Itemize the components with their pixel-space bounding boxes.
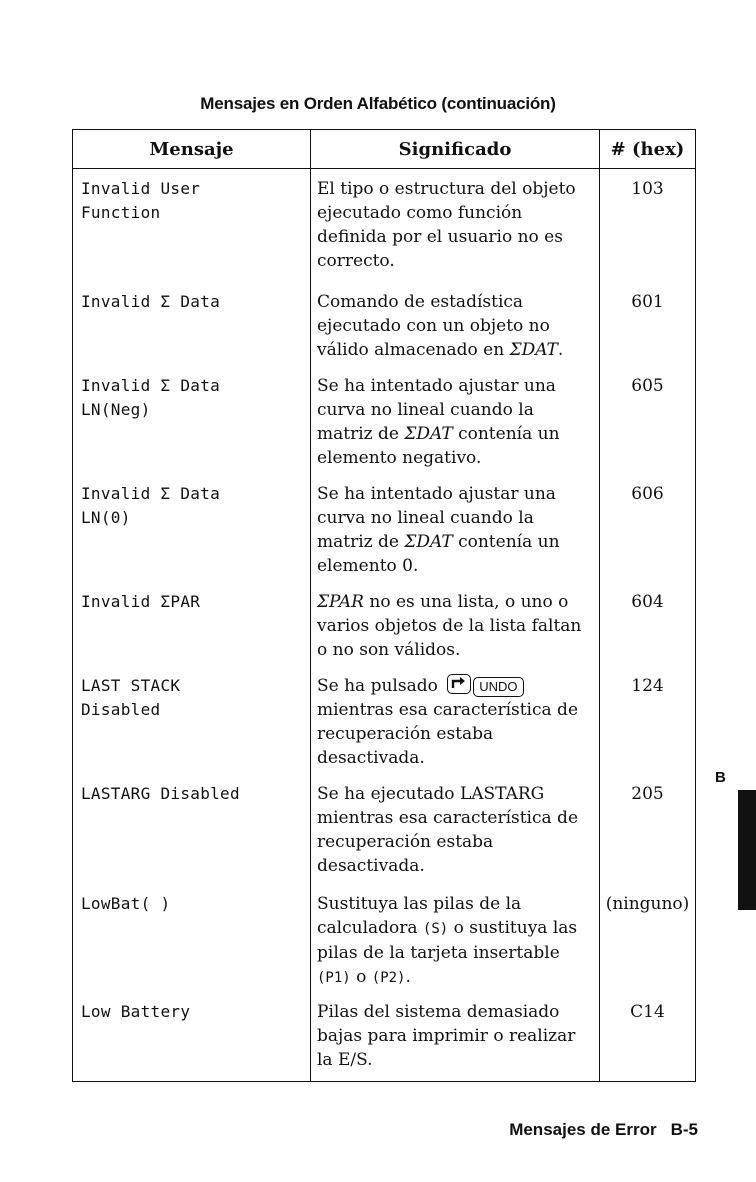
table-row — [73, 474, 696, 582]
variable-name: ΣDAT — [404, 423, 453, 444]
meaning-line: curva no lineal cuando la — [317, 399, 534, 420]
variable-name: ΣDAT — [509, 339, 558, 360]
table-row — [73, 582, 696, 666]
meaning-line: recuperación estaba — [317, 723, 494, 744]
meaning-line: Comando de estadística — [317, 291, 524, 312]
meaning-line: Se ha intentado ajustar una — [317, 375, 556, 396]
meaning-line: curva no lineal cuando la — [317, 507, 534, 528]
meaning-line: ejecutado con un objeto no — [317, 315, 550, 336]
table-row — [73, 884, 696, 992]
table-row — [73, 666, 696, 774]
meaning-text: válido almacenado en — [317, 339, 510, 360]
meaning-cell — [311, 582, 600, 666]
hex-cell: 604 — [631, 591, 664, 612]
message-cell: LASTARG Disabled — [73, 774, 311, 884]
hex-cell: 601 — [631, 291, 664, 312]
meaning-line — [317, 916, 595, 941]
header-meaning: Significado — [311, 130, 600, 169]
meaning-line: definida por el usuario no es — [317, 227, 563, 247]
message-cell: Low Battery — [73, 992, 311, 1082]
meaning-line: Pilas del sistema demasiado — [317, 1001, 560, 1022]
variable-name: ΣDAT — [404, 531, 453, 552]
hex-cell: 606 — [631, 483, 664, 504]
meaning-line — [317, 338, 595, 362]
meaning-text: calculadora — [317, 917, 423, 938]
meaning-line: Se ha intentado ajustar una — [317, 483, 556, 504]
message-cell: Invalid Σ Data LN(0) — [73, 474, 311, 582]
meaning-line: ejecutado como función — [317, 203, 523, 223]
page-footer — [509, 1120, 698, 1140]
meaning-line: Sustituya las pilas de la — [317, 893, 522, 914]
message-cell: LAST STACK Disabled — [73, 666, 311, 774]
table-row — [73, 774, 696, 884]
meaning-cell — [311, 884, 600, 992]
meaning-cell — [311, 474, 600, 582]
hex-cell: 205 — [631, 783, 664, 804]
table-row — [73, 992, 696, 1082]
meaning-line: correcto. — [317, 251, 395, 271]
table-row — [73, 282, 696, 366]
meaning-line: recuperación estaba — [317, 831, 494, 852]
meaning-line: desactivada. — [317, 747, 425, 768]
hex-cell: (ninguno) — [605, 893, 690, 914]
hex-cell: 124 — [631, 675, 664, 696]
meaning-cell — [311, 366, 600, 474]
table-row — [73, 366, 696, 474]
meaning-cell — [311, 992, 600, 1082]
meaning-line — [317, 674, 595, 698]
meaning-line: mientras esa característica de — [317, 807, 579, 828]
meaning-cell — [311, 774, 600, 884]
hex-cell: 103 — [631, 179, 664, 199]
right-shift-key-icon — [447, 674, 471, 694]
meaning-cell — [311, 666, 600, 774]
meaning-text: matriz de — [317, 531, 405, 552]
meaning-text: contenía un — [452, 423, 560, 444]
meaning-text: . — [405, 966, 411, 987]
header-message: Mensaje — [73, 130, 311, 169]
meaning-line: El tipo o estructura del objeto — [317, 179, 576, 199]
header-hex: # (hex) — [600, 130, 696, 169]
meaning-line: Se ha ejecutado LASTARG — [317, 783, 545, 804]
page-number: B-5 — [670, 1120, 698, 1139]
meaning-line: o no son válidos. — [317, 639, 461, 660]
meaning-line: bajas para imprimir o realizar — [317, 1025, 576, 1046]
meaning-line — [317, 530, 595, 554]
message-cell: Invalid User Function — [73, 169, 311, 282]
meaning-line: varios objetos de la lista faltan — [317, 615, 582, 636]
message-cell: Invalid Σ Data LN(Neg) — [73, 366, 311, 474]
meaning-line — [317, 590, 595, 614]
meaning-text: o sustituya las — [448, 917, 578, 938]
meaning-text: o — [350, 966, 372, 987]
meaning-text: matriz de — [317, 423, 405, 444]
meaning-line — [317, 965, 595, 990]
hex-cell: C14 — [630, 1001, 665, 1022]
meaning-cell — [311, 169, 600, 282]
variable-name: ΣPAR — [317, 591, 364, 612]
meaning-text: no es una lista, o uno o — [363, 591, 569, 612]
section-tab-marker — [738, 790, 756, 910]
meaning-line: desactivada. — [317, 855, 425, 876]
meaning-line: la E/S. — [317, 1049, 373, 1070]
port-code: (P1) — [317, 969, 351, 986]
meaning-line: elemento 0. — [317, 555, 419, 576]
meaning-text: . — [557, 339, 564, 360]
meaning-text: contenía un — [452, 531, 560, 552]
meaning-line: mientras esa característica de — [317, 699, 579, 720]
table-header-row — [73, 130, 696, 169]
page-heading: Mensajes en Orden Alfabético (continuación) — [200, 94, 556, 113]
footer-title: Mensajes de Error — [509, 1120, 657, 1139]
meaning-line: pilas de la tarjeta insertable — [317, 942, 560, 963]
port-code: (P2) — [371, 969, 406, 986]
meaning-cell — [311, 282, 600, 366]
meaning-line — [317, 422, 595, 446]
error-messages-table — [72, 129, 696, 1082]
meaning-text: Se ha pulsado — [317, 675, 444, 696]
message-cell: Invalid Σ Data — [73, 282, 311, 366]
table-row — [73, 169, 696, 282]
port-code: (S) — [422, 920, 449, 937]
hex-cell: 605 — [631, 375, 664, 396]
message-cell: Invalid ΣPAR — [73, 582, 311, 666]
undo-key: UNDO — [473, 677, 523, 697]
meaning-line: elemento negativo. — [317, 447, 482, 468]
message-cell: LowBat( ) — [73, 884, 311, 992]
section-letter: B — [715, 769, 726, 786]
